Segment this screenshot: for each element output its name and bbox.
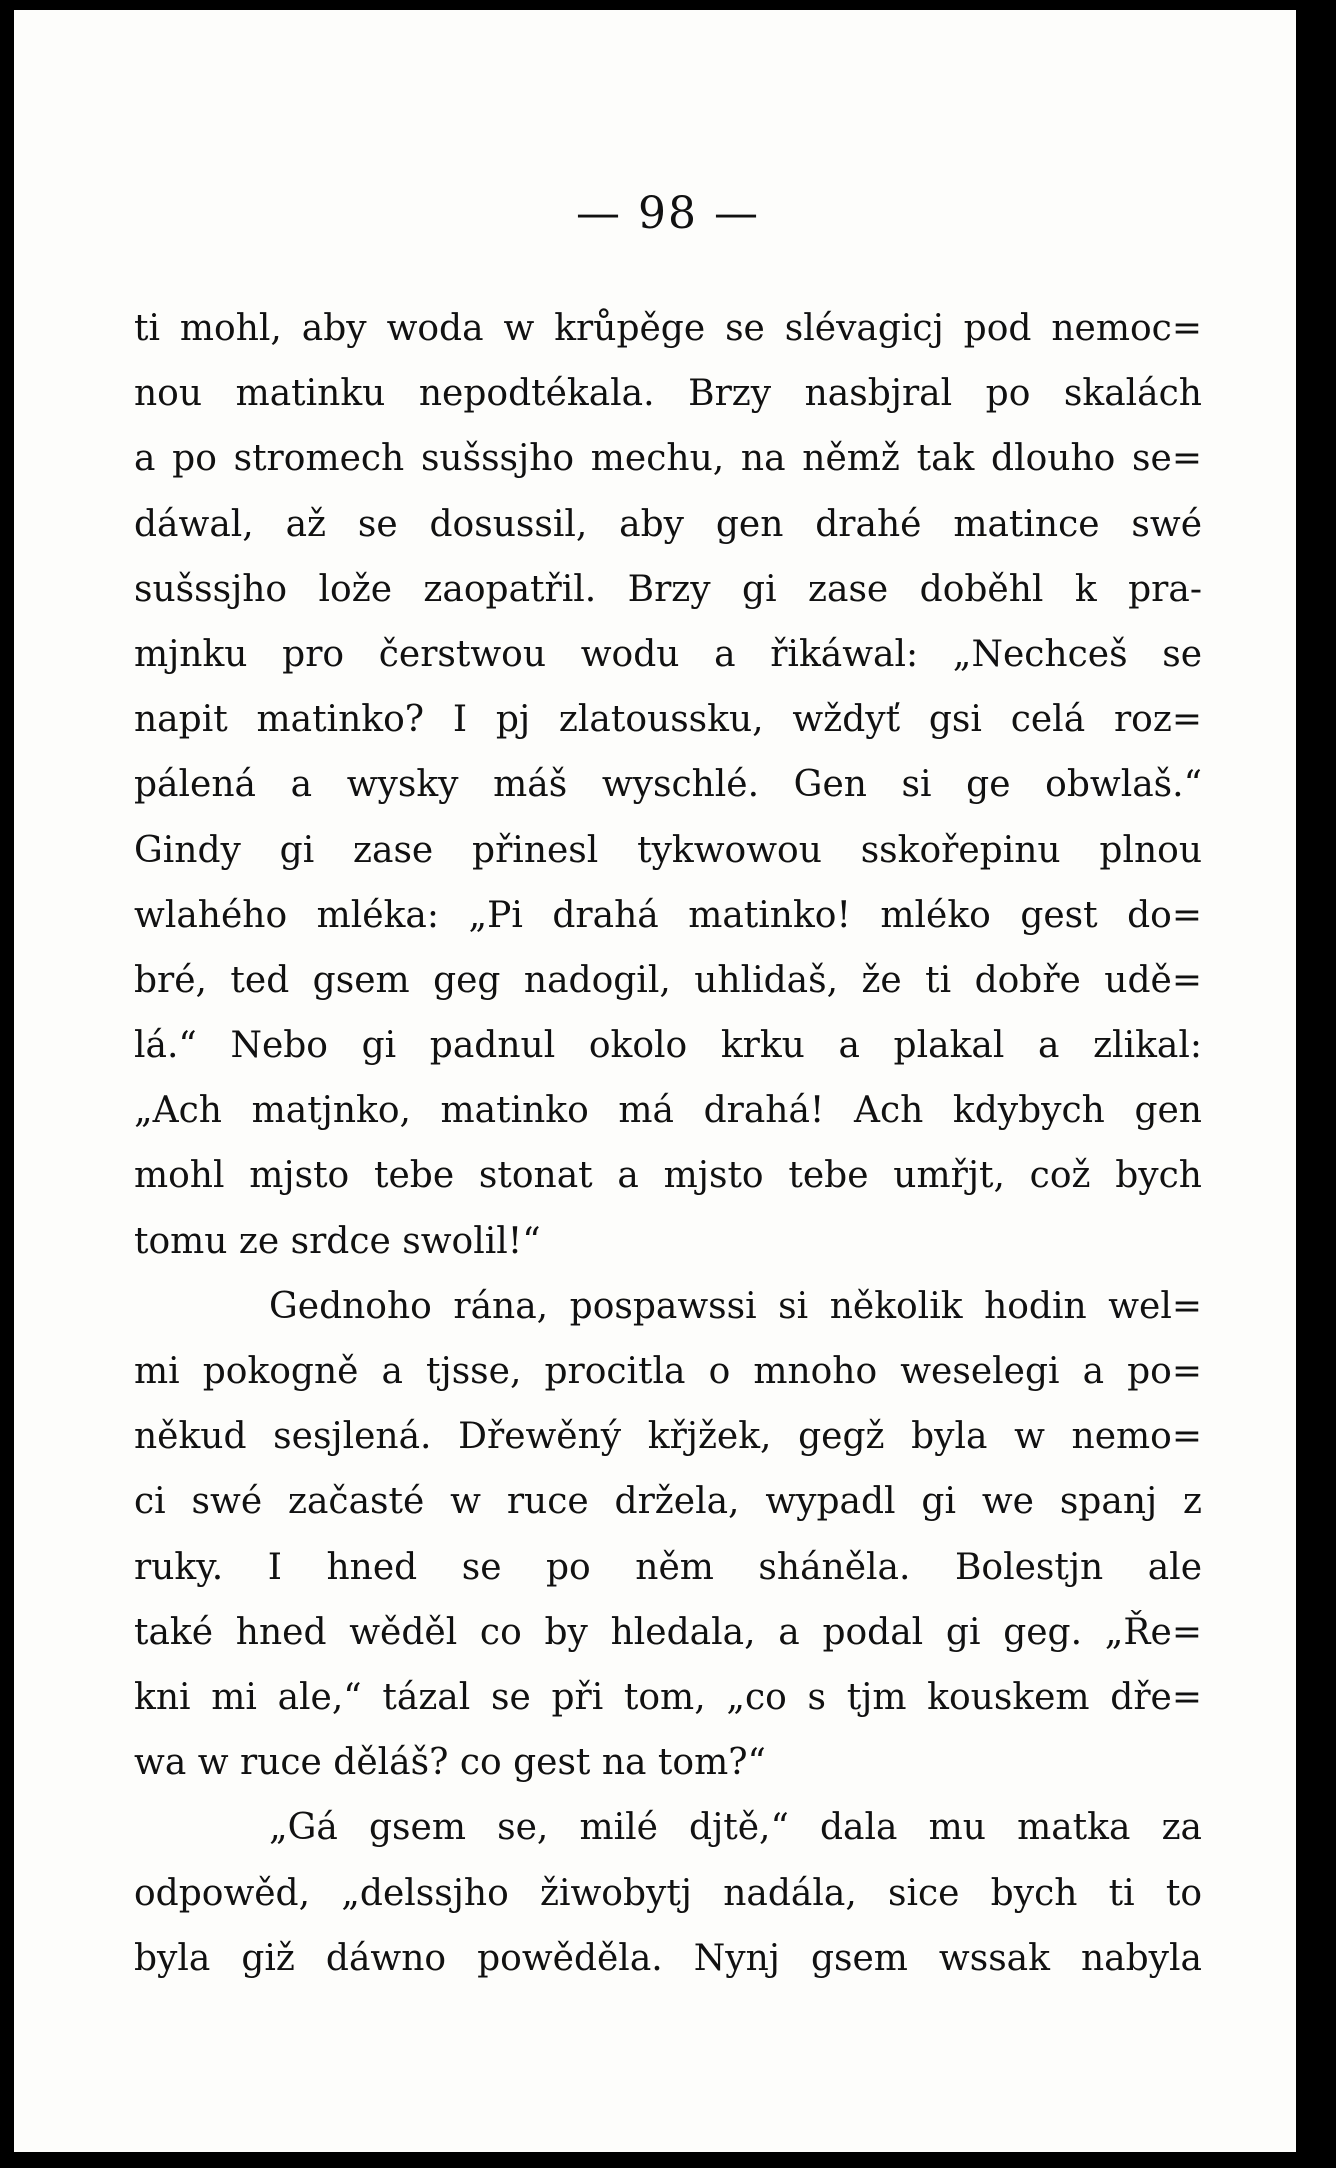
- paragraph-start-line: Gednoho rána, pospawssi si několik hodin wel=: [269, 1285, 1202, 1327]
- text-line: někud sesjlená. Dřewěný křjžek, gegž byla w nemo=: [134, 1416, 1202, 1458]
- scan-border-top: [0, 0, 1336, 10]
- text-line: dáwal, až se dosussil, aby gen drahé matince swé: [134, 503, 1202, 545]
- text-line: Gindy gi zase přinesl tykwowou sskořepinu plnou: [134, 829, 1202, 871]
- text-line: a po stromech sušssjho mechu, na němž tak dlouho se=: [134, 438, 1202, 480]
- text-line: pálená a wysky máš wyschlé. Gen si ge obwlaš.“: [134, 764, 1202, 806]
- text-line: napit matinko? I pj zlatoussku, wždyť gsi celá roz=: [134, 699, 1202, 741]
- text-line: wa w ruce děláš? co gest na tom?“: [134, 1742, 766, 1784]
- text-line: bré, ted gsem geg nadogil, uhlidaš, že ti dobře udě=: [134, 959, 1202, 1001]
- text-line: lá.“ Nebo gi padnul okolo krku a plakal a zlikal:: [134, 1025, 1202, 1067]
- text-line: mohl mjsto tebe stonat a mjsto tebe umřjt, což bych: [134, 1155, 1202, 1197]
- text-line: byla giž dáwno powěděla. Nynj gsem wssak nabyla: [134, 1937, 1202, 1979]
- text-line: sušssjho lože zaopatřil. Brzy gi zase doběhl k pra-: [134, 568, 1202, 610]
- text-line: mjnku pro čerstwou wodu a řikáwal: „Nechceš se: [134, 633, 1202, 675]
- text-line: odpowěd, „delssjho žiwobytj nadála, sice bych ti to: [134, 1872, 1202, 1914]
- page-number: — 98 —: [576, 188, 760, 239]
- page-text: [134, 296, 1202, 1991]
- text-line: „Ach matjnko, matinko má drahá! Ach kdybych gen: [134, 1090, 1202, 1132]
- scan-border-left: [0, 0, 14, 2168]
- paragraph-start-line: „Gá gsem se, milé djtě,“ dala mu matka za: [269, 1807, 1202, 1849]
- text-line: mi pokogně a tjsse, procitla o mnoho weselegi a po=: [134, 1351, 1202, 1392]
- text-line: ci swé začasté w ruce držela, wypadl gi we spanj z: [134, 1481, 1202, 1523]
- text-line: ti mohl, aby woda w krůpěge se slévagicj pod nemoc=: [134, 308, 1202, 349]
- scan-border-right: [1296, 0, 1336, 2168]
- scan-border-bottom: [0, 2152, 1336, 2168]
- text-line: ruky. I hned se po něm sháněla. Bolestjn ale: [134, 1546, 1202, 1588]
- text-line: nou matinku nepodtékala. Brzy nasbjral po skalách: [134, 373, 1202, 415]
- text-line: také hned wěděl co by hledala, a podal gi geg. „Ře=: [134, 1611, 1202, 1653]
- text-line: kni mi ale,“ tázal se při tom, „co s tjm kouskem dře=: [134, 1676, 1202, 1718]
- text-line: tomu ze srdce swolil!“: [134, 1220, 541, 1262]
- text-line: wlahého mléka: „Pi drahá matinko! mléko gest do=: [134, 894, 1202, 936]
